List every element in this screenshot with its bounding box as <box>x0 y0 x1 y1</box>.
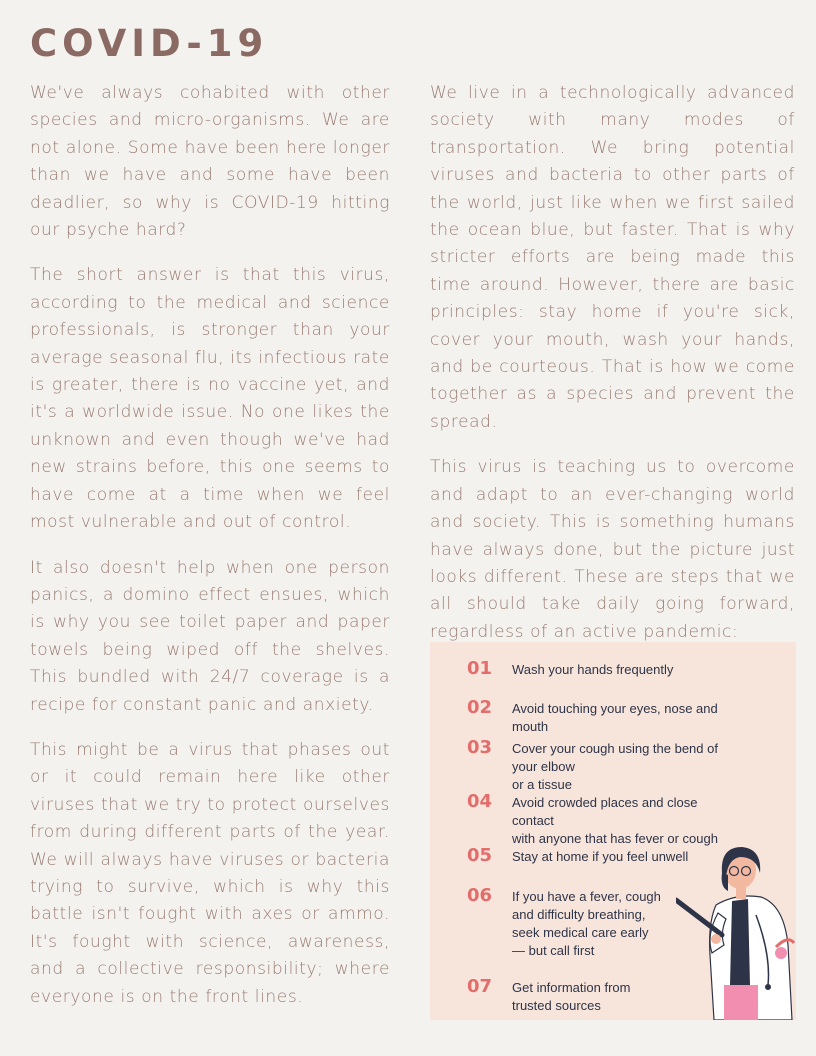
tip-line: trusted sources <box>512 998 601 1013</box>
tip-number: 01 <box>467 658 493 679</box>
tip-number: 02 <box>467 697 493 718</box>
paragraph: This virus is teaching us to overcome and adapt to an ever-changing world and society. This is something humans have always done, but the picture just looks different. These are steps that we all should take daily going forward, regardless of an active pandemic: <box>430 457 795 642</box>
tip-line: Stay at home if you feel unwell <box>512 849 689 864</box>
doctor-illustration <box>676 835 796 1020</box>
tip-text <box>512 888 661 960</box>
tip-text <box>512 661 673 679</box>
tip-number: 07 <box>467 976 493 997</box>
paragraph: It also doesn't help when one person panics, a domino effect ensues, which is why you see toilet paper and paper towels being wiped off the shelves. This bundled with 24/7 coverage is a recipe for constant panic and anxiety. <box>30 557 390 715</box>
tip-line: and difficulty breathing, <box>512 907 646 922</box>
right-column <box>430 80 795 664</box>
left-column <box>30 80 390 1029</box>
tip-line: seek medical care early <box>512 925 649 940</box>
paragraph: This might be a virus that phases out or it could remain here like other viruses that we try to protect ourselves from during different parts of the year. We will always have viruses or bacteria trying to survive, which is why this battle isn't fought with axes or ammo. It's fought with science, awareness, and a collective responsibility; where everyone is on the front lines. <box>30 739 390 1007</box>
tip-number: 06 <box>467 885 493 906</box>
paragraph: The short answer is that this virus, according to the medical and science professionals, is stronger than your average seasonal flu, its infectious rate is greater, there is no vaccine yet, and it's a worldwide issue. No one likes the unknown and even though we've had new strains before, this one seems to have come at a time when we feel most vulnerable and out of control. <box>30 265 390 533</box>
tip-text <box>512 848 688 866</box>
tip-line: Wash your hands frequently <box>512 662 674 677</box>
tip-number: 03 <box>467 737 493 758</box>
tip-line: If you have a fever, cough <box>512 889 661 904</box>
tip-line: — but call first <box>512 943 595 958</box>
tip-text <box>512 700 730 736</box>
paragraph: We live in a technologically advanced society with many modes of transportation. We bring potential viruses and bacteria to other parts of the world, just like when we first sailed the ocean blue, but faster. That is why stricter efforts are being made this time around. However, there are basic principles: stay home if you're sick, cover your mouth, wash your hands, and be courteous. That is how we come together as a species and prevent the spread. <box>430 83 795 432</box>
tip-text <box>512 740 730 794</box>
tip-line: Avoid touching your eyes, nose and mouth <box>512 701 718 734</box>
tip-number: 05 <box>467 845 493 866</box>
tip-line: Avoid crowded places and close contact <box>512 795 698 828</box>
prevention-tips-panel <box>430 642 796 1020</box>
tip-line: or a tissue <box>512 777 572 792</box>
page-title: COVID-19 <box>30 22 269 65</box>
tip-line: with anyone that has fever or cough <box>512 831 718 846</box>
tip-line: Get information from <box>512 980 631 995</box>
tip-text <box>512 979 631 1015</box>
paragraph: We've always cohabited with other species and micro-organisms. We are not alone. Some have been here longer than we have and some have been deadlier, so why is COVID-19 hitting our psyche hard? <box>30 83 390 241</box>
tip-line: Cover your cough using the bend of your elbow <box>512 741 718 774</box>
tip-number: 04 <box>467 791 493 812</box>
